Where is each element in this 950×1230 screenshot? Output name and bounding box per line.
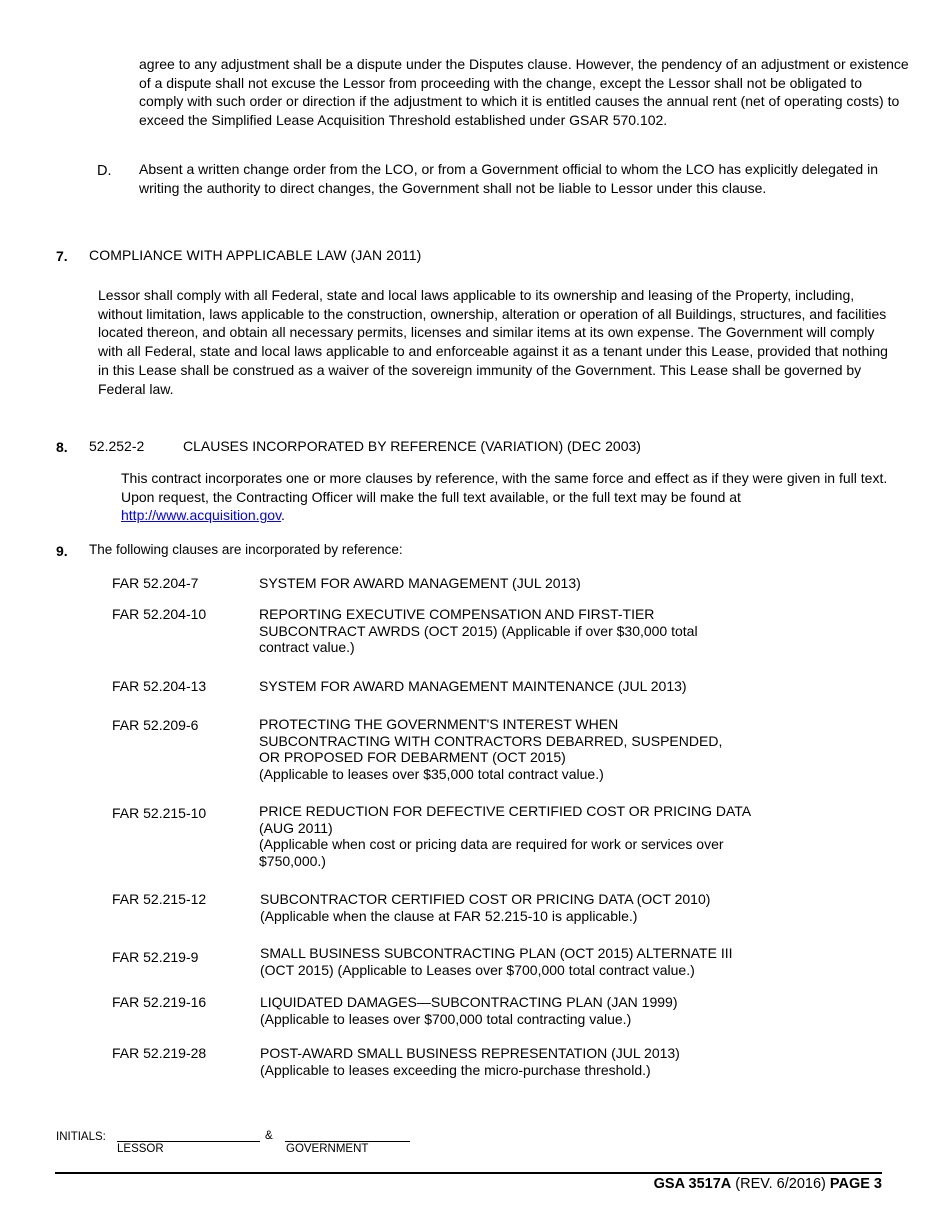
clause-number: FAR 52.209-6 bbox=[112, 717, 199, 733]
clause-number: FAR 52.204-13 bbox=[112, 678, 207, 694]
clause-line: SUBCONTRACT AWRDS (OCT 2015) (Applicable if over $30,000 total bbox=[259, 622, 698, 639]
lessor-label: LESSOR bbox=[117, 1143, 164, 1155]
section-8-body-end: . bbox=[281, 507, 285, 524]
clause-line: (Applicable to leases over $35,000 total contract value.) bbox=[259, 765, 604, 782]
clause-text bbox=[260, 1045, 820, 1078]
clause-line: POST-AWARD SMALL BUSINESS REPRESENTATION (JUL 2013) bbox=[260, 1045, 680, 1061]
clause-number: FAR 52.215-10 bbox=[112, 805, 207, 821]
clause-line: OR PROPOSED FOR DEBARMENT (OCT 2015) bbox=[259, 749, 566, 765]
section-9-number: 9. bbox=[56, 543, 68, 559]
form-number: GSA 3517A bbox=[653, 1176, 732, 1192]
clause-number: FAR 52.215-12 bbox=[112, 891, 207, 907]
clause-number: FAR 52.219-16 bbox=[112, 994, 207, 1010]
clause-line: (AUG 2011) bbox=[259, 819, 333, 836]
acquisition-gov-link[interactable]: http://www.acquisition.gov bbox=[121, 507, 282, 524]
clause-text bbox=[260, 891, 820, 924]
clause-number: FAR 52.219-28 bbox=[112, 1045, 207, 1061]
clause-line: SMALL BUSINESS SUBCONTRACTING PLAN (OCT 2015) ALTERNATE III bbox=[260, 945, 733, 961]
section-9-intro: The following clauses are incorporated by reference: bbox=[89, 542, 403, 557]
clause-line: (Applicable to leases exceeding the micro-purchase threshold.) bbox=[260, 1061, 651, 1078]
clause-text bbox=[260, 994, 820, 1027]
clause-line: (OCT 2015) (Applicable to Leases over $700,000 total contract value.) bbox=[260, 961, 695, 978]
clause-line: REPORTING EXECUTIVE COMPENSATION AND FIRST-TIER bbox=[259, 606, 655, 622]
section-8-title: CLAUSES INCORPORATED BY REFERENCE (VARIATION) (DEC 2003) bbox=[183, 438, 641, 454]
clause-text bbox=[259, 716, 819, 782]
clause-text bbox=[259, 606, 819, 656]
form-revision: (REV. 6/2016) bbox=[735, 1176, 826, 1192]
clause-line: (Applicable when the clause at FAR 52.215-10 is applicable.) bbox=[260, 907, 638, 924]
item-d-text: Absent a written change order from the LCO, or from a Government official to whom the LCO has explicitly delegated in writing the authority to direct changes, the Government shall not be liable to Lessor under this clause. bbox=[139, 161, 878, 196]
clause-line: SYSTEM FOR AWARD MANAGEMENT MAINTENANCE (JUL 2013) bbox=[259, 678, 687, 694]
item-d-label: D. bbox=[97, 163, 112, 179]
government-initials-line[interactable] bbox=[285, 1141, 410, 1142]
clause-line: LIQUIDATED DAMAGES—SUBCONTRACTING PLAN (JAN 1999) bbox=[260, 994, 678, 1010]
clause-line: SUBCONTRACTOR CERTIFIED COST OR PRICING DATA (OCT 2010) bbox=[260, 891, 711, 907]
clause-line: $750,000.) bbox=[259, 852, 326, 869]
clause-text bbox=[259, 803, 839, 869]
clause-text bbox=[259, 678, 819, 695]
page-number: PAGE 3 bbox=[829, 1176, 882, 1192]
section-7-body: Lessor shall comply with all Federal, state and local laws applicable to its ownership and leasing of the Property, including, without limitation, laws applicable to the construction, ownership, alteration or operation of all Buildings, structures, and facilities located thereon, and obtain all necessary permits, licenses and similar items at its own expense. The Government will comply with all Federal, state and local laws applicable to and enforceable against it as a tenant under this Lease, provided that nothing in this Lease shall be construed as a waiver of the sovereign immunity of the Government. This Lease shall be governed by Federal law. bbox=[98, 287, 888, 397]
initials-ampersand: & bbox=[265, 1130, 273, 1142]
government-label: GOVERNMENT bbox=[286, 1143, 369, 1155]
section-8-body-text: This contract incorporates one or more clauses by reference, with the same force and effect as if they were given in full text. Upon request, the Contracting Officer will make the full text available, or the full text may be found at bbox=[121, 470, 888, 505]
clause-line: contract value.) bbox=[259, 639, 355, 655]
footer bbox=[654, 1176, 882, 1192]
clause-line: PROTECTING THE GOVERNMENT'S INTEREST WHEN bbox=[259, 716, 619, 732]
section-7-title: COMPLIANCE WITH APPLICABLE LAW (JAN 2011) bbox=[89, 247, 422, 263]
clause-line: PRICE REDUCTION FOR DEFECTIVE CERTIFIED COST OR PRICING DATA bbox=[259, 803, 752, 819]
clause-number: FAR 52.204-7 bbox=[112, 575, 199, 591]
section-7-number: 7. bbox=[56, 248, 68, 264]
clause-text bbox=[260, 945, 820, 978]
clause-line: (Applicable to leases over $700,000 total contracting value.) bbox=[260, 1010, 632, 1027]
section-8-body bbox=[121, 469, 891, 525]
continuation-paragraph: agree to any adjustment shall be a dispute under the Disputes clause. However, the pendency of an adjustment or existence of a dispute shall not excuse the Lessor from proceeding with the change, except the Lessor shall not be obligated to comply with such order or direction if the adjustment to which it is entitled causes the annual rent (net of operating costs) to exceed the Simplified Lease Acquisition Threshold established under GSAR 570.102. bbox=[139, 56, 909, 129]
section-8-number: 8. bbox=[56, 439, 68, 455]
clause-line: SUBCONTRACTING WITH CONTRACTORS DEBARRED, SUSPENDED, bbox=[259, 732, 723, 749]
section-8-reference: 52.252-2 bbox=[89, 438, 145, 454]
initials-label: INITIALS: bbox=[56, 1131, 106, 1143]
clause-number: FAR 52.219-9 bbox=[112, 949, 199, 965]
clause-text bbox=[259, 575, 819, 592]
clause-line: (Applicable when cost or pricing data are required for work or services over bbox=[259, 836, 724, 852]
footer-rule bbox=[55, 1172, 882, 1174]
clause-number: FAR 52.204-10 bbox=[112, 606, 207, 622]
clause-line: SYSTEM FOR AWARD MANAGEMENT (JUL 2013) bbox=[259, 575, 581, 591]
lessor-initials-line[interactable] bbox=[117, 1141, 260, 1142]
